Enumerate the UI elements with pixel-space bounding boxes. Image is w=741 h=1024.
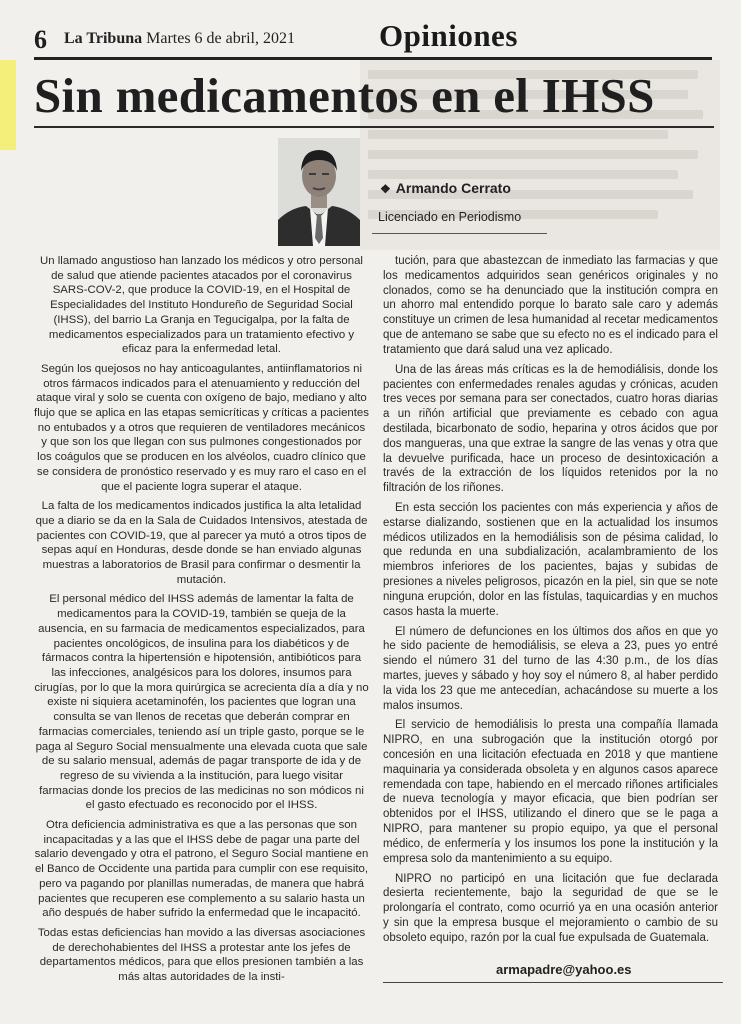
paragraph: El número de defunciones en los últimos dos años en que yo he sido paciente de hemodiálisis, se eleva a 23, pues yo entré siendo el número 31 del turno de las 4:30 p.m., de los días martes, jueves y sábado y hoy soy el número 8, al haber perdido la vida los 23 que me antecedían, achacándose su muerte a los malos insumos.: [383, 625, 718, 712]
byline: [380, 180, 511, 196]
article-column-right: [383, 254, 718, 951]
page-number: 6: [34, 25, 47, 54]
author-name: Armando Cerrato: [395, 180, 511, 196]
section-title: Opiniones: [379, 18, 518, 53]
paragraph: El personal médico del IHSS además de lamentar la falta de medicamentos para la COVID-19, también se queja de la ausencia, en su farmacia de medicamentos especializados, para pacientes oncológicos, de insulina para los diabéticos y de fármacos contra la hipertensión e hipotensión, antibióticos para las infecciones, analgésicos para los dolores, insumos para cirugías, por lo que la mora quirúrgica se acrecienta día a día y no existe ni siquiera acetaminofén, los pacientes que logran una consulta se van llenos de recetas que deberán comprar en farmacias comerciales, teniendo así un triple gasto, porque se le paga al Seguro Social mensualmente una elevada cuota que sale de su salario mensual, además de pagar transporte de ida y de regreso de su vivienda a la institución, para luego visitar farmacias donde los precios de las medicinas no son módicos ni el gasto efectuado es reconocido por el IHSS.: [34, 593, 369, 812]
author-email: armapadre@yahoo.es: [496, 962, 632, 977]
footer-rule: [383, 982, 723, 983]
masthead: La Tribuna: [64, 30, 143, 47]
paragraph: Según los quejosos no hay anticoagulantes, antiinflamatorios ni otros fármacos indicados para el atenuamiento y reducción del ataque viral y solo se cuenta con oxígeno de bajo, mediano y alto flujo que se aplica en las etapas semicríticas y críticas a pacientes no entubados y a otros que requieren de ventiladores mecánicos y que son los que llegan con sus pulmones congestionados por los coágulos que se producen en los alvéolos, cuadro clínico que se considera de pronóstico reservado y es muy raro el caso en el que el paciente logra superar el ataque.: [34, 362, 369, 493]
headline-rule: [34, 126, 714, 128]
paragraph: tución, para que abastezcan de inmediato las farmacias y que los medicamentos adquiridos sean genéricos originales y no clonados, como se ha denunciado que la institución compra en un ahorro mal entendido porque lo barato sale caro y además constituye un crimen de lesa humanidad al recetar medicamentos que de antemano se sabe que su efecto no es el indicado para el tratamiento que dará salud una vez aplicado.: [383, 255, 718, 356]
highlighter-mark: [0, 60, 16, 150]
headline: Sin medicamentos en el IHSS: [34, 68, 655, 123]
article-column-left: [34, 254, 369, 990]
paragraph: Otra deficiencia administrativa es que a las personas que son incapacitadas y a las que el IHSS debe de pagar una parte del salario devengado y otra el patrono, el Seguro Social mantiene en el Banco de Occidente una partida para cumplir con ese requisito, pero va pagando por planillas numeradas, de manera que habrá pacientes que recuperen ese complemento a su salario hasta un año después de haber sufrido la enfermedad que le incapacitó.: [34, 819, 369, 920]
author-photo: [278, 138, 360, 246]
author-role: Licenciado en Periodismo: [378, 210, 522, 224]
issue-date: Martes 6 de abril, 2021: [146, 30, 295, 47]
paragraph: Todas estas deficiencias han movido a las diversas asociaciones de derechohabientes del IHSS a protestar ante los jefes de departamentos médicos, para que ellos presionen también a las más altas autoridades de la insti-: [37, 926, 366, 984]
byline-bullet-icon: ❖: [380, 182, 391, 196]
paragraph: En esta sección los pacientes con más experiencia y años de estarse dializando, sostienen que en la actualidad los insumos médicos utilizados en la hemodiálisis son de pésima calidad, lo que redunda en una subdialización, acalambramiento de los miembros inferiores de los pacientes, bajas y subidas de presiones a niveles peligrosos, picazón en la piel, sin que se note ninguna erupción, dolor en las fístulas, taquicardias y en muchos casos hasta la muerte.: [383, 502, 718, 618]
paragraph: Un llamado angustioso han lanzado los médicos y otro personal de salud que atiende pacientes atacados por el coronavirus SARS-COV-2, que produce la COVID-19, en el Hospital de Especialidades del Instituto Hondureño de Seguridad Social (IHSS), del barrio La Granja en Tegucigalpa, por la falta de medicamentos especializados para un tratamiento efectivo y eficaz para la enfermedad letal.: [40, 255, 363, 356]
paragraph: Una de las áreas más críticas es la de hemodiálisis, donde los pacientes con enfermedades renales agudas y crónicas, acuden tres veces por semana para ser conectados, cuatro horas diarias a un riñón artificial que previamente es cebado con agua destilada, bicarbonato de sodio, heparina y otros ácidos que por dos mangueras, una que extrae la sangre de las venas y otra que la devuelve purificada, hace un proceso de desintoxicación a través de la extracción de los líquidos retenidos por la no filtración de los riñones.: [383, 363, 718, 495]
header-rule: [34, 57, 712, 60]
byline-rule: [372, 233, 547, 234]
paragraph: El servicio de hemodiálisis lo presta una compañía llamada NIPRO, en una subrogación que la institución otorgó por concesión en una licitación efectuada en 2018 y que mantiene maquinaria ya considerada obsoleta y en algunos casos aparece remendada con tape, habiendo en el mercado riñones artificiales de nueva tecnología y mayor eficacia, que bien podrían ser obtenidos por el IHSS, utilizando el dinero que se le paga a NIPRO, para mantener su propio equipo, ya que el personal médico, de enfermería y los insumos los pone la institución y la empresa solo da mantenimiento a su equipo.: [383, 719, 718, 865]
paragraph: NIPRO no participó en una licitación que fue declarada desierta recientemente, bajo la seguridad de que se le prolongaría el contrato, como ocurrió ya en una ocasión anterior y sin que la empresa busque el mejoramiento o cambio de su obsoleto equipo, razón por la cual fue expulsada de Guatemala.: [383, 872, 718, 944]
author-portrait-icon: [278, 138, 360, 246]
page-header: [34, 18, 724, 58]
paragraph: La falta de los medicamentos indicados justifica la alta letalidad que a diario se da en la Sala de Cuidados Intensivos, atestada de pacientes con COVID-19, que al parecer ya mutó a otros tipos de sepas aquí en Honduras, desde donde se han enviado algunas muestras a laboratorios de Brasil para confirmar o desmentir la mutación.: [35, 500, 368, 586]
header-dateline: [64, 30, 295, 48]
